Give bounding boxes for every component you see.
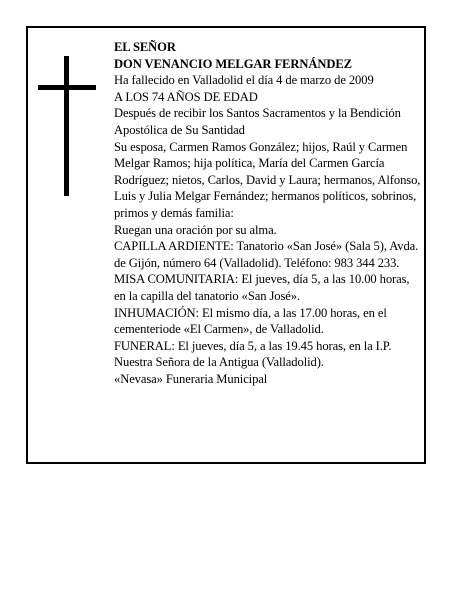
- chapel-info: CAPILLA ARDIENTE: Tanatorio «San José» (Sala 5), Avda. de Gijón, número 64 (Valladolid). Teléfono: 983 344 233.: [114, 239, 419, 270]
- age-statement: A LOS 74 AÑOS DE EDAD: [114, 89, 258, 104]
- deceased-name: DON VENANCIO MELGAR FERNÁNDEZ: [114, 56, 352, 71]
- title-line-1: EL SEÑOR: [114, 40, 176, 54]
- mass-info: MISA COMUNITARIA: El jueves, día 5, a las 10.00 horas, en la capilla del tanatorio «San José».: [114, 272, 410, 303]
- cross-icon-bar: [38, 85, 96, 90]
- obituary-text: [114, 39, 422, 387]
- funeral-home: «Nevasa» Funeraria Municipal: [114, 371, 268, 386]
- prayer-request: Ruegan una oración por su alma.: [114, 222, 277, 237]
- cross-icon: [64, 56, 69, 196]
- family-list: Su esposa, Carmen Ramos González; hijos, Raúl y Carmen Melgar Ramos; hija política, María del Carmen García Rodríguez; nietos, Carlos, David y Laura; hermanos, Alfonso, Luis y Julia Melgar Fernández; hermanos políticos, sobrinos, primos y demás familia:: [114, 139, 421, 220]
- death-statement: Ha fallecido en Valladolid el día 4 de marzo de 2009: [114, 73, 374, 88]
- sacraments-statement: Después de recibir los Santos Sacramentos y la Bendición Apostólica de Su Santidad: [114, 106, 401, 137]
- funeral-info: FUNERAL: El jueves, día 5, a las 19.45 horas, en la I.P. Nuestra Señora de la Antigua (Valladolid).: [114, 338, 392, 370]
- burial-info: INHUMACIÓN: El mismo día, a las 17.00 horas, en el cementeriode «El Carmen», de Valladolid.: [114, 305, 387, 337]
